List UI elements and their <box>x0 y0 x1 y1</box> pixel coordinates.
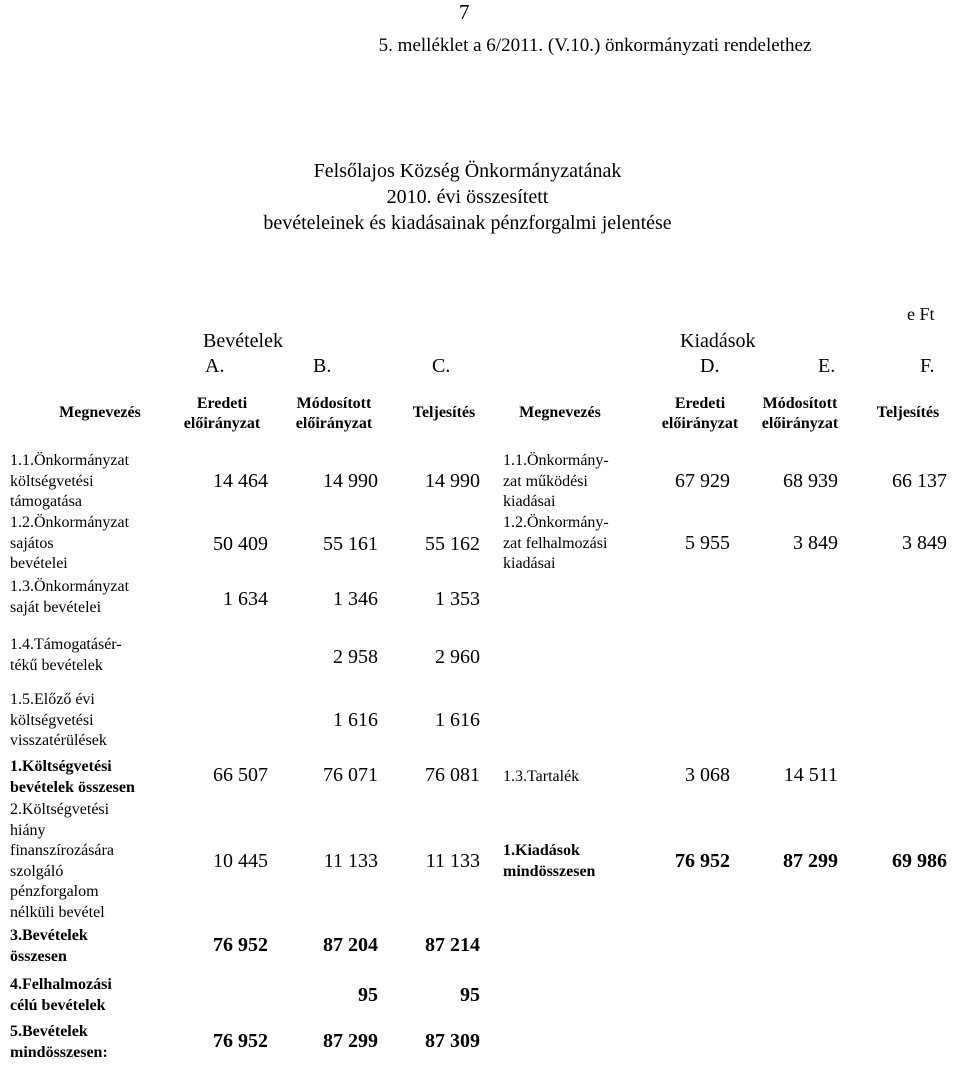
revenue-actual: 76 081 <box>425 764 480 786</box>
header-modified-expense: Módosított előirányzat <box>761 395 839 432</box>
header-actual-revenue: Teljesítés <box>412 404 476 421</box>
expense-actual: 3 849 <box>902 532 947 554</box>
expense-row-label: 1.2.Önkormány- zat felhalmozási kiadásai <box>503 514 609 572</box>
column-letter-f: F. <box>920 355 935 377</box>
page-number: 7 <box>459 0 470 24</box>
revenue-row-label: 5.Bevételek mindösszesen: <box>10 1023 108 1061</box>
revenue-actual: 1 353 <box>435 588 480 610</box>
revenue-row-label: 1.5.Előző évi költségvetési visszatérülések <box>10 691 107 749</box>
expense-original: 5 955 <box>685 532 730 554</box>
expense-row-label: 1.3.Tartalék <box>503 768 580 785</box>
expense-row-label: 1.Kiadások mindösszesen <box>503 842 596 880</box>
expense-row-label: 1.1.Önkormány- zat működési kiadásai <box>503 452 609 510</box>
expense-original: 67 929 <box>675 470 730 492</box>
annex-title: 5. melléklet a 6/2011. (V.10.) önkormányzati rendelethez <box>378 35 812 56</box>
header-original-revenue: Eredeti előirányzat <box>183 395 261 432</box>
revenue-row-label: 1.3.Önkormányzat saját bevételei <box>10 578 130 616</box>
column-letter-a: A. <box>205 355 225 377</box>
header-original-expense: Eredeti előirányzat <box>661 395 739 432</box>
expense-original: 3 068 <box>685 764 730 786</box>
unit-label: e Ft <box>907 304 935 324</box>
revenue-row-label: 1.1.Önkormányzat költségvetési támogatása <box>10 452 130 510</box>
revenue-modified: 14 990 <box>323 470 378 492</box>
revenue-modified: 87 204 <box>323 934 378 956</box>
revenue-original: 14 464 <box>213 470 268 492</box>
column-letter-d: D. <box>700 355 720 377</box>
revenue-actual: 11 133 <box>425 850 480 872</box>
column-letter-e: E. <box>818 355 836 377</box>
revenue-actual: 55 162 <box>425 533 480 555</box>
header-actual-expense: Teljesítés <box>876 404 940 421</box>
revenue-modified: 55 161 <box>323 533 378 555</box>
revenue-original: 76 952 <box>213 934 268 956</box>
revenue-modified: 87 299 <box>323 1030 378 1052</box>
revenue-original: 50 409 <box>213 533 268 555</box>
revenue-actual: 95 <box>460 984 480 1006</box>
revenue-actual: 1 616 <box>435 709 480 731</box>
revenue-row-label: 1.Költségvetési bevételek összesen <box>10 758 135 796</box>
revenue-modified: 2 958 <box>333 646 378 668</box>
column-letter-b: B. <box>313 355 332 377</box>
revenue-row-label: 1.2.Önkormányzat sajátos bevételei <box>10 514 130 572</box>
header-name-revenue: Megnevezés <box>59 404 141 421</box>
revenue-row-label: 2.Költségvetési hiány finanszírozására szolgáló pénzforgalom nélküli bevétel <box>10 801 114 921</box>
expenses-heading: Kiadások <box>680 330 756 352</box>
revenue-actual: 2 960 <box>435 646 480 668</box>
header-name-expense: Megnevezés <box>519 404 601 421</box>
report-title <box>0 158 935 236</box>
revenues-heading: Bevételek <box>203 330 283 352</box>
column-letter-c: C. <box>432 355 451 377</box>
revenue-modified: 1 616 <box>333 709 378 731</box>
revenue-modified: 95 <box>358 984 378 1006</box>
revenue-original: 76 952 <box>213 1030 268 1052</box>
title-line-2: 2010. évi összesített <box>386 186 549 208</box>
expense-actual: 69 986 <box>892 850 947 872</box>
header-modified-revenue: Módosított előirányzat <box>295 395 373 432</box>
expense-modified: 14 511 <box>783 764 838 786</box>
revenue-actual: 87 214 <box>425 934 480 956</box>
revenue-row-label: 3.Bevételek összesen <box>10 927 88 965</box>
expense-modified: 68 939 <box>783 470 838 492</box>
revenue-actual: 87 309 <box>425 1030 480 1052</box>
title-line-1: Felsőlajos Község Önkormányzatának <box>313 160 622 182</box>
title-line-3: bevételeinek és kiadásainak pénzforgalmi jelentése <box>263 212 672 234</box>
expense-modified: 3 849 <box>793 532 838 554</box>
revenue-modified: 76 071 <box>323 764 378 786</box>
revenue-original: 1 634 <box>223 588 268 610</box>
revenue-row-label: 1.4.Támogatásér- tékű bevételek <box>10 636 122 674</box>
revenue-actual: 14 990 <box>425 470 480 492</box>
expense-actual: 66 137 <box>892 470 947 492</box>
revenue-original: 10 445 <box>213 850 268 872</box>
revenue-original: 66 507 <box>213 764 268 786</box>
revenue-modified: 1 346 <box>333 588 378 610</box>
revenue-modified: 11 133 <box>323 850 378 872</box>
expense-original: 76 952 <box>675 850 730 872</box>
expense-modified: 87 299 <box>783 850 838 872</box>
revenue-row-label: 4.Felhalmozási célú bevételek <box>10 976 112 1014</box>
